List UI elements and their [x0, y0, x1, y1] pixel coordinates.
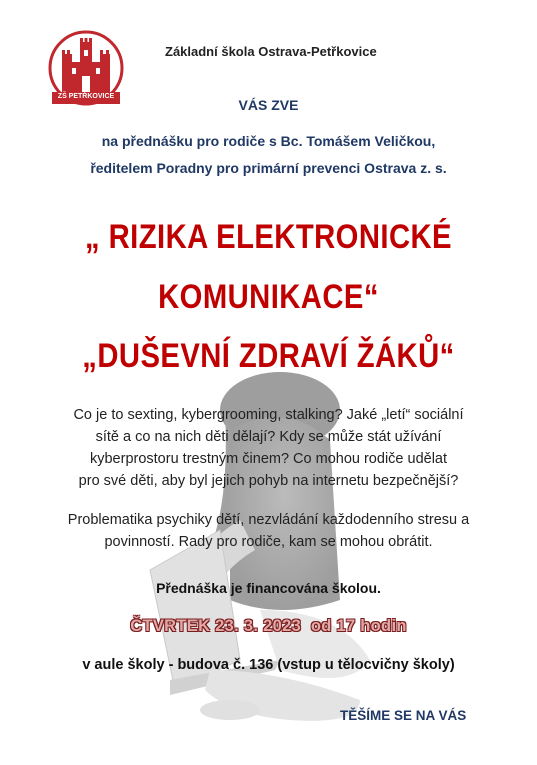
paragraph-line: povinností. Rady pro rodiče, kam se mohou obrátit.: [104, 534, 433, 550]
event-location: v aule školy - budova č. 136 (vstup u tělocvičny školy): [82, 657, 455, 673]
title-line-2: KOMUNIKACE“: [158, 278, 379, 316]
closing-text: TĚŠÍME SE NA VÁS: [340, 708, 467, 723]
logo-caption: ZŠ PETŘKOVICE: [57, 93, 115, 100]
paragraph-line: Co je to sexting, kybergrooming, stalking? Jaké „letí“ sociální: [73, 407, 464, 423]
invite-heading: VÁS ZVE: [238, 97, 299, 113]
financing-note: Přednáška je financována školou.: [156, 580, 381, 596]
paragraph-online-risks: [40, 404, 497, 492]
paragraph-line: pro své děti, aby byl jejich pohyb na internetu bezpečnější?: [78, 473, 459, 489]
paragraph-line: sítě a co na nich děti dělají? Kdy se může stát užívání: [95, 429, 442, 445]
invite-organisation: ředitelem Poradny pro primární prevenci Ostrava z. s.: [90, 160, 447, 176]
school-name: Základní škola Ostrava-Petřkovice: [165, 44, 377, 59]
event-date: ČTVRTEK 23. 3. 2023 od 17 hodin: [130, 617, 407, 635]
paragraph-line: kyberprostoru trestným činem? Co mohou rodiče udělat: [89, 451, 448, 467]
title-line-1: „ RIZIKA ELEKTRONICKÉ: [85, 218, 452, 256]
invite-lecturer: na přednášku pro rodiče s Bc. Tomášem Veličkou,: [101, 133, 436, 149]
title-line-3: „DUŠEVNÍ ZDRAVÍ ŽÁKŮ“: [82, 337, 455, 375]
paragraph-line: Problematika psychiky dětí, nezvládání každodenního stresu a: [67, 512, 470, 528]
paragraph-mental-health: [40, 509, 497, 553]
